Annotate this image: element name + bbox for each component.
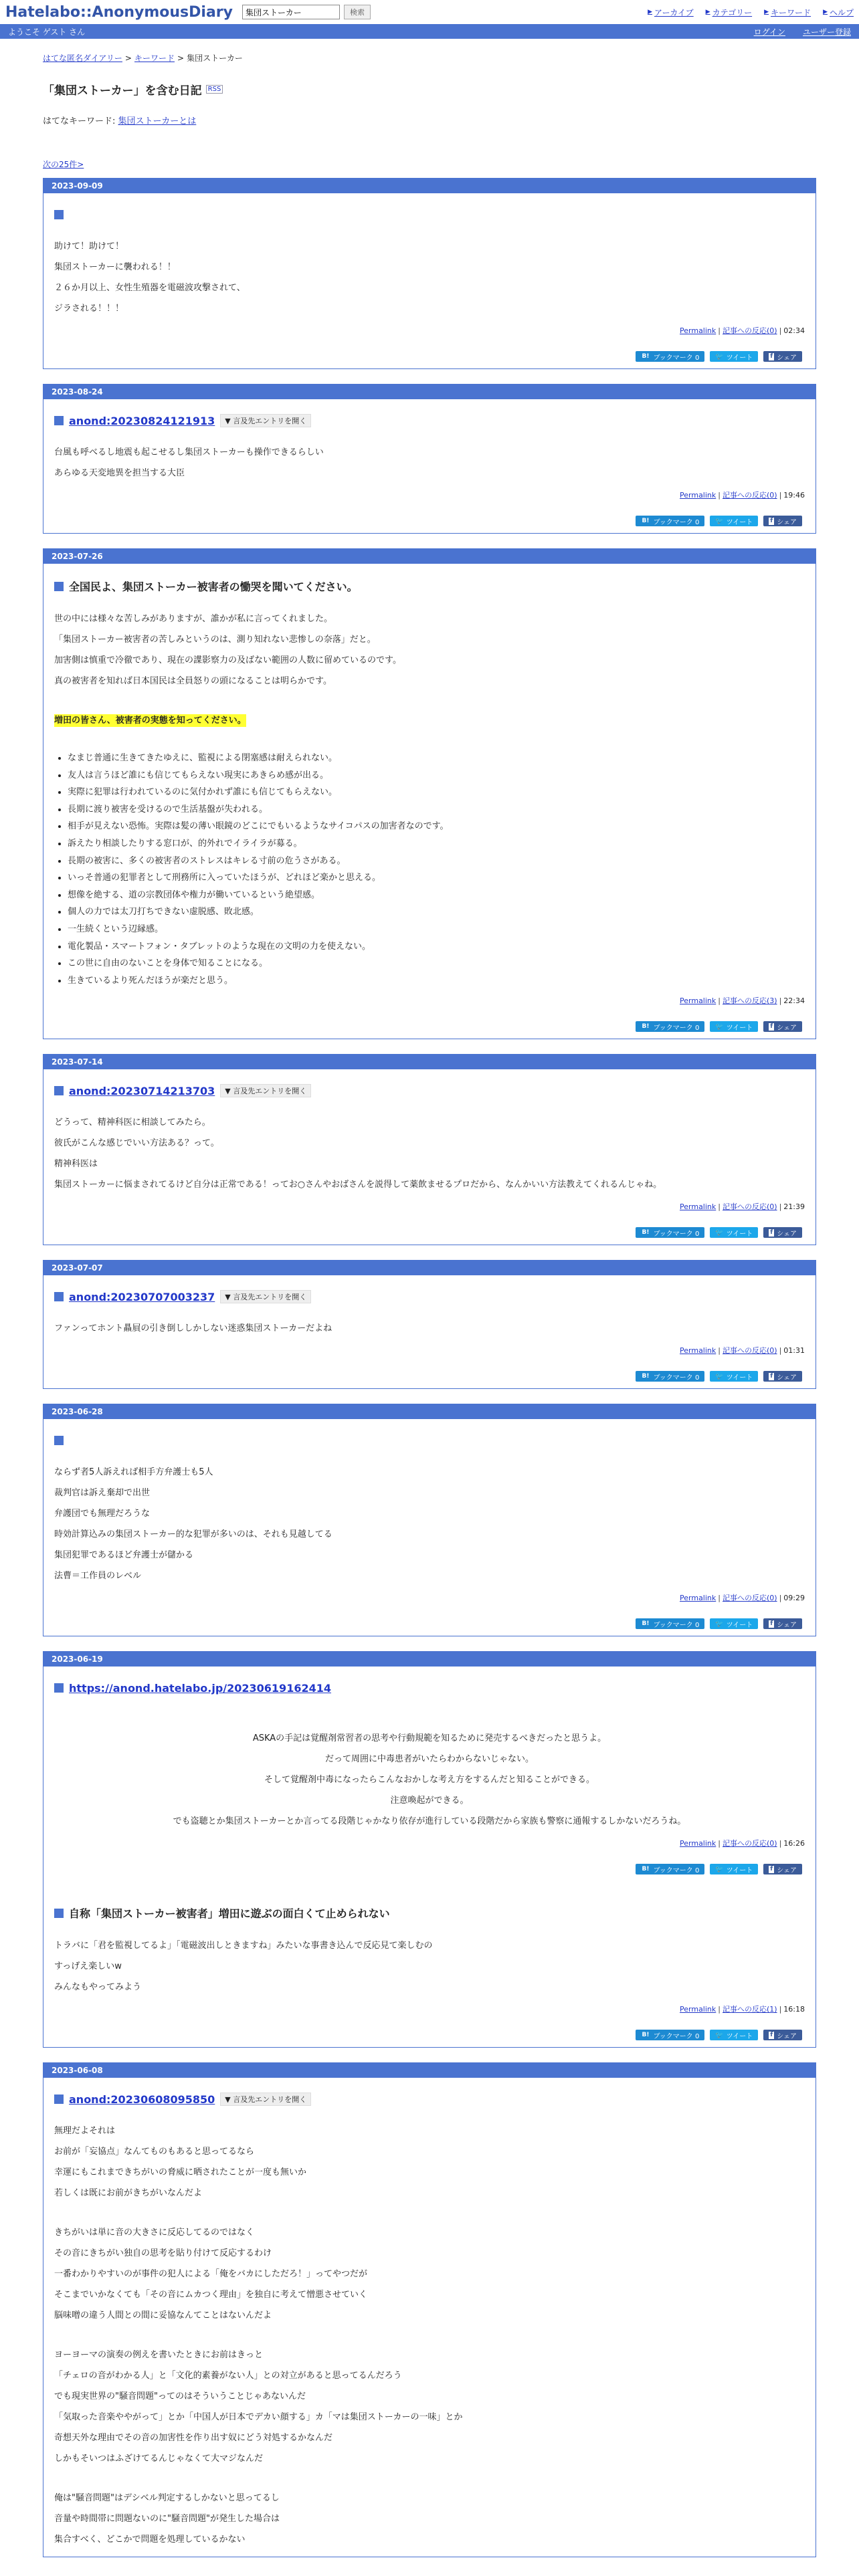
- diary-entry: [43, 1275, 816, 1388]
- tweet-label: ツイート: [726, 1024, 753, 1032]
- nav-archive[interactable]: ▶ アーカイブ: [648, 7, 694, 17]
- facebook-icon: f: [770, 1372, 773, 1380]
- tweet-button[interactable]: [710, 1227, 758, 1238]
- diary-entry: [43, 1069, 816, 1245]
- facebook-icon: f: [770, 1620, 773, 1627]
- entry-meta: [54, 996, 805, 1006]
- breadcrumb-current: 集団ストーカー: [187, 53, 243, 63]
- day-date: 2023-09-09: [43, 179, 816, 193]
- separator: |: [718, 491, 721, 500]
- body-line: ヨーヨーマの演奏の例えを書いたときにお前はきっと: [54, 2350, 264, 2361]
- day-section: [43, 548, 816, 1039]
- body-line: でも盗聴とか集団ストーカーとか言ってる段階じゃかなり依存が進行している段階だから家族も警察に通報するしかないだろうね。: [173, 1816, 686, 1827]
- permalink-link[interactable]: Permalink: [680, 1594, 717, 1603]
- tweet-button[interactable]: [710, 1021, 758, 1032]
- body-line: 真の被害者を知れば日本国民は全員怒りの頭になることは明らかです。: [54, 676, 332, 686]
- list-item: • 相手が見えない恐怖。実際は髪の薄い眼鏡のどこにでもいるようなサイコパスの加害者なのです。: [68, 818, 805, 835]
- facebook-share-button[interactable]: [763, 1227, 802, 1238]
- hatena-bookmark-icon: B!: [642, 352, 650, 360]
- body-line: 時効計算込みの集団ストーカー的な犯罪が多いのは、それも見越してる: [54, 1529, 332, 1540]
- bookmark-button[interactable]: [636, 1371, 705, 1382]
- facebook-icon: f: [770, 517, 773, 524]
- entry-marker-icon[interactable]: [54, 1683, 64, 1693]
- day-date: 2023-08-24: [43, 385, 816, 399]
- separator: |: [718, 1202, 721, 1212]
- body-line: 彼氏がこんな感じでいい方法ある？って。: [54, 1138, 219, 1149]
- spacer: [54, 691, 805, 710]
- hatena-bookmark-icon: B!: [642, 1023, 650, 1030]
- entry-title-link[interactable]: anond:20230824121913: [69, 414, 215, 427]
- body-line: 集合すべく、どこかで問題を処理しているかない: [54, 2535, 246, 2545]
- reaction-link[interactable]: 記事への反応(1): [722, 2005, 777, 2014]
- separator: |: [718, 1346, 721, 1356]
- separator: |: [779, 1346, 782, 1356]
- body-line: きちがいは単に音の大きさに反応してるのではなく: [54, 2228, 255, 2238]
- welcome-text: ようこそ ゲスト さん: [8, 27, 86, 37]
- share-buttons: [54, 2030, 802, 2040]
- body-line: 集団ストーカーに悩まされてるけど自分は正常である！ってお○さんやおばさんを説得して薬飲ませるプロだから、なんかいい方法教えてくれるんじゃね。: [54, 1180, 662, 1190]
- bookmark-label: ブックマーク 0: [653, 1621, 700, 1629]
- twitter-icon: 🐦: [715, 1023, 724, 1031]
- diary-entry: [43, 564, 816, 1039]
- diary-entry: [43, 1419, 816, 1636]
- reaction-link[interactable]: 記事への反応(3): [722, 996, 777, 1006]
- user-bar: [0, 24, 859, 39]
- bookmark-button[interactable]: [636, 1227, 705, 1238]
- separator: |: [779, 996, 782, 1006]
- reaction-link[interactable]: 記事への反応(0): [722, 491, 777, 500]
- share-label: シェア: [777, 1024, 797, 1032]
- tweet-button[interactable]: [710, 2030, 758, 2040]
- facebook-share-button[interactable]: [763, 1021, 802, 1032]
- body-line: トラバに「君を監視してるよ」「電磁波出しときますね」みたいな事書き込んで反応見て楽しむの: [54, 1941, 433, 1951]
- permalink-link[interactable]: Permalink: [680, 1346, 717, 1356]
- bookmark-label: ブックマーク 0: [653, 2032, 700, 2040]
- tweet-button[interactable]: [710, 1618, 758, 1629]
- body-line: 注意喚起ができる。: [390, 1796, 469, 1806]
- entry-body: [54, 236, 805, 319]
- reaction-link[interactable]: 記事への反応(0): [722, 1346, 777, 1356]
- arrow-icon: ▶: [648, 9, 652, 15]
- tweet-button[interactable]: [710, 351, 758, 362]
- spacer: [54, 2204, 805, 2222]
- day-section: [43, 1260, 816, 1389]
- twitter-icon: 🐦: [715, 1372, 724, 1380]
- page-title: 「集団ストーカー」を含む日記 RSS: [43, 81, 816, 98]
- reaction-link[interactable]: 記事への反応(0): [722, 326, 777, 335]
- day-date: 2023-06-19: [43, 1652, 816, 1667]
- tweet-button[interactable]: [710, 1371, 758, 1382]
- login-link[interactable]: ログイン: [753, 27, 785, 37]
- diary-entry: [43, 399, 816, 533]
- entry-marker-icon[interactable]: [54, 210, 64, 219]
- entry-meta: [54, 1838, 805, 1849]
- body-line: 音量や時間帯に問題ないのに"騒音問題"が発生した場合は: [54, 2514, 280, 2525]
- facebook-icon: f: [770, 352, 773, 360]
- entry-marker-icon[interactable]: [54, 1086, 64, 1095]
- day-date: 2023-06-08: [43, 2063, 816, 2078]
- hatena-bookmark-icon: B!: [642, 2031, 650, 2038]
- hatena-bookmark-icon: B!: [642, 1865, 650, 1872]
- nav-category[interactable]: ▶ カテゴリー: [705, 7, 753, 17]
- entry-marker-icon[interactable]: [54, 2095, 64, 2104]
- spacer: [54, 2326, 805, 2345]
- reaction-link[interactable]: 記事への反応(0): [722, 1202, 777, 1212]
- bookmark-label: ブックマーク 0: [653, 1230, 700, 1238]
- bookmark-label: ブックマーク 0: [653, 1866, 700, 1874]
- list-item: • なまじ普通に生きてきたゆえに、監視による閉塞感は耐えられない。: [68, 750, 805, 767]
- body-line: しかもそいつはふざけてるんじゃなくて大マジなんだ: [54, 2454, 264, 2464]
- body-line: みんなもやってみよう: [54, 1982, 142, 1993]
- day-date: 2023-07-14: [43, 1055, 816, 1069]
- day-section: [43, 178, 816, 369]
- arrow-icon: ▶: [705, 9, 710, 15]
- facebook-share-button[interactable]: [763, 2030, 802, 2040]
- entry-marker-icon[interactable]: [54, 1436, 64, 1445]
- bookmark-button[interactable]: [636, 2030, 705, 2040]
- entry-body: [54, 609, 805, 989]
- list-item: • 一生続くという辺縁感。: [68, 921, 805, 938]
- entry-meta: [54, 490, 805, 501]
- breadcrumb: はてな匿名ダイアリー > キーワード > 集団ストーカー: [43, 53, 243, 63]
- search-input[interactable]: [242, 5, 340, 19]
- list-item: • 生きているより死んだほうが楽だと思う。: [68, 972, 805, 990]
- share-label: シェア: [777, 354, 797, 362]
- body-line: 精神科医は: [54, 1159, 98, 1170]
- diary-entry: [43, 193, 816, 368]
- bookmark-label: ブックマーク 0: [653, 1374, 700, 1382]
- facebook-share-button[interactable]: [763, 351, 802, 362]
- body-line: そこまでいかなくても「その音にムカつく理由」を独自に考えて憎悪させていく: [54, 2290, 368, 2300]
- permalink-link[interactable]: Permalink: [680, 326, 717, 335]
- facebook-share-button[interactable]: [763, 1618, 802, 1629]
- list-item: • 訴えたり相談したりする窓口が、的外れでイライラが募る。: [68, 835, 805, 853]
- entry-title: [54, 1084, 805, 1097]
- body-line: 幸運にもこれまできちがいの脅威に晒されたことが一度も無いか: [54, 2167, 307, 2178]
- facebook-icon: f: [770, 1228, 773, 1236]
- body-line: 俺は"騒音問題"はデシベル判定するしかないと思ってるし: [54, 2493, 280, 2504]
- entry-time: 22:34: [783, 996, 805, 1006]
- entry-title: [54, 208, 805, 221]
- facebook-share-button[interactable]: [763, 1864, 802, 1874]
- entry-title: [54, 1434, 805, 1447]
- bookmark-button[interactable]: [636, 1864, 705, 1874]
- nav-help[interactable]: ▶ ヘルプ: [823, 7, 854, 17]
- entry-marker-icon[interactable]: [54, 1292, 64, 1301]
- tweet-label: ツイート: [726, 1374, 753, 1382]
- day-section: [43, 1404, 816, 1636]
- entry-title-text: 自称「集団ストーカー被害者」増田に遊ぶの面白くて止められない: [69, 1907, 390, 1921]
- body-line: 「チェロの音がわかる人」と「文化的素養がない人」との対立があると思ってるんだろう: [54, 2371, 402, 2381]
- entry-title: [54, 1681, 805, 1695]
- entry-time: 16:26: [783, 1839, 805, 1848]
- list-item: • この世に自由のないことを身体で知ることになる。: [68, 955, 805, 972]
- list-item: • 友人は言うほど誰にも信じてもらえない現実にあきらめ感が出る。: [68, 767, 805, 784]
- entry-meta: [54, 326, 805, 336]
- bookmark-button[interactable]: [636, 516, 705, 526]
- separator: |: [779, 491, 782, 500]
- share-buttons: [54, 1371, 802, 1382]
- share-buttons: [54, 351, 802, 362]
- twitter-icon: 🐦: [715, 1865, 724, 1873]
- body-line: その音にきちがい独自の思考を貼り付けて反応するわけ: [54, 2248, 272, 2259]
- entry-body: [54, 1318, 805, 1339]
- body-line: 「集団ストーカー被害者の苦しみというのは、測り知れない悲惨しの奈落」だと。: [54, 635, 376, 645]
- share-buttons: [54, 1227, 802, 1238]
- next-page-link[interactable]: 次の25件>: [43, 160, 84, 169]
- body-line: 台風も呼べるし地震も起こせるし集団ストーカーも操作できるらしい: [54, 447, 324, 457]
- diary-list: [43, 178, 816, 2557]
- list-item: • 電化製品・スマートフォン・タブレットのような現在の文明の力を使えない。: [68, 938, 805, 956]
- body-line: 集団犯罪であるほど弁護士が儲かる: [54, 1550, 194, 1561]
- twitter-icon: 🐦: [715, 2031, 724, 2039]
- body-line: 脳味噌の違う人間との間に妥協なんてことはないんだよ: [54, 2311, 272, 2321]
- body-line: そして覚醒剤中毒になったらこんなおかしな考え方をするんだと知ることができる。: [264, 1775, 595, 1786]
- body-line: ジラされる！！！: [54, 304, 124, 314]
- facebook-icon: f: [770, 1865, 773, 1872]
- hatena-bookmark-icon: B!: [642, 1620, 650, 1627]
- expand-reference-button[interactable]: ▼ 言及先エントリを開く: [220, 1290, 311, 1303]
- body-line: 無理だよそれは: [54, 2126, 116, 2137]
- top-bar: [0, 0, 859, 24]
- spacer: [54, 2469, 805, 2488]
- day-date: 2023-06-28: [43, 1404, 816, 1419]
- entry-meta: [54, 2004, 805, 2015]
- entry-meta: [54, 1593, 805, 1604]
- entry-meta: [54, 1202, 805, 1212]
- body-line: どうって、精神科医に相談してみたら。: [54, 1117, 211, 1128]
- bookmark-button[interactable]: [636, 1618, 705, 1629]
- entry-title-link[interactable]: https://anond.hatelabo.jp/20230619162414: [69, 1681, 331, 1695]
- body-line: 奇想天外な理由でその音の加害性を作り出す奴にどう対処するかなんだ: [54, 2433, 333, 2444]
- entry-time: 02:34: [783, 326, 805, 335]
- bookmark-button[interactable]: [636, 1021, 705, 1032]
- entry-marker-icon[interactable]: [54, 1909, 64, 1918]
- entry-marker-icon[interactable]: [54, 416, 64, 425]
- day-section: [43, 1651, 816, 2048]
- entry-title-text: 全国民よ、集団ストーカー被害者の慟哭を聞いてください。: [69, 580, 358, 593]
- list-item: • 長期に渡り被害を受けるので生活基盤が失われる。: [68, 801, 805, 819]
- share-label: シェア: [777, 2032, 797, 2040]
- entry-title: [54, 578, 805, 594]
- breadcrumb-home[interactable]: はてな匿名ダイアリー: [43, 53, 122, 63]
- share-buttons: [54, 516, 802, 526]
- body-line: ２６か月以上、女性生殖器を電磁波攻撃されて、: [54, 283, 246, 293]
- body-line: お前が「妄協点」なんてものもあると思ってるなら: [54, 2147, 255, 2157]
- entry-marker-icon[interactable]: [54, 582, 64, 591]
- arrow-icon: ▶: [764, 9, 769, 15]
- list-item: • いっそ普通の犯罪者として刑務所に入っていたほうが、どれほど楽かと思える。: [68, 869, 805, 887]
- permalink-link[interactable]: Permalink: [680, 1839, 717, 1848]
- share-label: シェア: [777, 518, 797, 526]
- tweet-button[interactable]: [710, 516, 758, 526]
- separator: |: [718, 1594, 721, 1603]
- share-label: シェア: [777, 1866, 797, 1874]
- share-buttons: [54, 1864, 802, 1874]
- list-item: • 長期の被害に、多くの被害者のストレスはキレる寸前の危うさがある。: [68, 853, 805, 870]
- entry-body: [54, 2121, 805, 2550]
- permalink-link[interactable]: Permalink: [680, 2005, 717, 2014]
- list-item: • 実際に犯罪は行われているのに気付かれず誰にも信じてもらえない。: [68, 784, 805, 801]
- facebook-icon: f: [770, 2031, 773, 2038]
- keyword-link[interactable]: 集団ストーカーとは: [118, 116, 197, 126]
- twitter-icon: 🐦: [715, 517, 724, 525]
- bookmark-label: ブックマーク 0: [653, 354, 700, 362]
- top-nav: [648, 7, 854, 18]
- expand-reference-button[interactable]: ▼ 言及先エントリを開く: [220, 1084, 311, 1097]
- entry-body: [54, 1112, 805, 1195]
- expand-reference-button[interactable]: ▼ 言及先エントリを開く: [220, 2092, 311, 2106]
- body-line: だって周囲に中毒患者がいたらわからないじゃない。: [324, 1754, 534, 1765]
- separator: |: [779, 1839, 782, 1848]
- body-line: 加害側は慎重で冷徹であり、現在の諜影察力の及ばない範囲の人数に留めているのです。: [54, 655, 401, 665]
- body-line: 弁護団でも無理だろうな: [54, 1509, 151, 1519]
- keyword-line: はてなキーワード: 集団ストーカーとは: [43, 116, 197, 126]
- share-label: シェア: [777, 1230, 797, 1238]
- entry-time: 21:39: [783, 1202, 805, 1212]
- tweet-label: ツイート: [726, 1230, 753, 1238]
- entry-title-link[interactable]: anond:20230707003237: [69, 1290, 215, 1303]
- entry-body: [54, 1709, 805, 1832]
- twitter-icon: 🐦: [715, 1228, 724, 1237]
- bookmark-button[interactable]: [636, 351, 705, 362]
- day-section: [43, 384, 816, 534]
- highlight-text: 増田の皆さん、被害者の実態を知ってください。: [54, 716, 246, 726]
- body-line: 一番わかりやすいのが事件の犯人による「俺をバカにしただろ！」ってやつだが: [54, 2269, 368, 2280]
- separator: |: [718, 2005, 721, 2014]
- bookmark-label: ブックマーク 0: [653, 518, 700, 526]
- facebook-icon: f: [770, 1023, 773, 1030]
- separator: |: [718, 996, 721, 1006]
- entry-time: 01:31: [783, 1346, 805, 1356]
- permalink-link[interactable]: Permalink: [680, 491, 717, 500]
- breadcrumb-keyword[interactable]: キーワード: [134, 53, 175, 63]
- rss-icon[interactable]: RSS: [206, 85, 223, 94]
- spacer: [54, 731, 805, 750]
- expand-reference-button[interactable]: ▼ 言及先エントリを開く: [220, 414, 311, 427]
- entry-title: [54, 414, 805, 427]
- hatena-bookmark-icon: B!: [642, 1228, 650, 1236]
- body-line: あらゆる天変地異を担当する大臣: [54, 468, 185, 478]
- entry-body: [54, 442, 805, 484]
- twitter-icon: 🐦: [715, 352, 724, 360]
- twitter-icon: 🐦: [715, 1620, 724, 1628]
- permalink-link[interactable]: Permalink: [680, 996, 717, 1006]
- body-line: 「気取った音楽ややがって」とか「中国人が日本でデカい顔する」カ「マは集団ストーカーの一味」とか: [54, 2412, 463, 2423]
- permalink-link[interactable]: Permalink: [680, 1202, 717, 1212]
- entry-title: [54, 1290, 805, 1303]
- hatena-bookmark-icon: B!: [642, 1372, 650, 1380]
- entry-title: [54, 1905, 805, 1921]
- separator: |: [779, 2005, 782, 2014]
- entry-meta: [54, 1346, 805, 1356]
- body-line: 裁判官は訴え棄却で出世: [54, 1488, 151, 1499]
- body-line: ならず者5人訴えれば相手方弁護士も5人: [54, 1467, 213, 1478]
- body-line: でも現実世界の"騒音問題"ってのはそういうことじゃあないんだ: [54, 2391, 306, 2402]
- day-date: 2023-07-26: [43, 549, 816, 564]
- body-line: 若しくは既にお前がきちがいなんだよ: [54, 2188, 203, 2199]
- nav-keyword[interactable]: ▶ キーワード: [764, 7, 812, 17]
- separator: |: [718, 326, 721, 335]
- share-label: シェア: [777, 1374, 797, 1382]
- list-item: • 個人の力では太刀打ちできない虚脱感、敗北感。: [68, 903, 805, 921]
- body-line: 世の中には様々な苦しみがありますが、誰かが私に言ってくれました。: [54, 614, 333, 624]
- entry-title: [54, 2092, 805, 2106]
- separator: |: [779, 1594, 782, 1603]
- day-section: [43, 2062, 816, 2557]
- tweet-button[interactable]: [710, 1864, 758, 1874]
- facebook-share-button[interactable]: [763, 516, 802, 526]
- body-line: すっげえ楽しいw: [54, 1961, 122, 1972]
- entry-time: 16:18: [783, 2005, 805, 2014]
- register-link[interactable]: ユーザー登録: [802, 27, 851, 37]
- entry-body: [54, 1462, 805, 1586]
- separator: |: [779, 1202, 782, 1212]
- diary-entry: [43, 1667, 816, 1881]
- entry-title-link[interactable]: anond:20230714213703: [69, 1084, 215, 1097]
- diary-entry: [43, 1881, 816, 2047]
- bullet-list: [54, 750, 805, 989]
- highlight-line: [54, 710, 805, 731]
- entry-title-link[interactable]: anond:20230608095850: [69, 2092, 215, 2106]
- list-item: • 想像を絶する、道の宗教団体や権力が働いているという絶望感。: [68, 887, 805, 904]
- tweet-label: ツイート: [726, 518, 753, 526]
- tweet-label: ツイート: [726, 1621, 753, 1629]
- entry-time: 09:29: [783, 1594, 805, 1603]
- separator: |: [718, 1839, 721, 1848]
- body-line: ファンってホント贔屓の引き倒ししかしない迷惑集団ストーカーだよね: [54, 1323, 332, 1334]
- entry-time: 19:46: [783, 491, 805, 500]
- body-line: 法曹＝工作員のレベル: [54, 1571, 142, 1582]
- facebook-share-button[interactable]: [763, 1371, 802, 1382]
- hatena-bookmark-icon: B!: [642, 517, 650, 524]
- search-button[interactable]: 検索: [344, 5, 371, 19]
- tweet-label: ツイート: [726, 2032, 753, 2040]
- separator: |: [779, 326, 782, 335]
- tweet-label: ツイート: [726, 1866, 753, 1874]
- body-line: 助けて！助けて！: [54, 241, 124, 251]
- arrow-icon: ▶: [823, 9, 828, 15]
- main-content: [0, 39, 859, 2557]
- entry-body: [54, 1935, 805, 1998]
- diary-entry: [43, 2078, 816, 2557]
- share-buttons: [54, 1618, 802, 1629]
- site-logo[interactable]: Hatelabo::AnonymousDiary: [5, 3, 233, 21]
- body-line: ASKAの手記は覚醒剤常習者の思考や行動規範を知るために発売するべきだったと思うよ。: [252, 1733, 607, 1744]
- reaction-link[interactable]: 記事への反応(0): [722, 1839, 777, 1848]
- bookmark-label: ブックマーク 0: [653, 1024, 700, 1032]
- share-buttons: [54, 1021, 802, 1032]
- reaction-link[interactable]: 記事への反応(0): [722, 1594, 777, 1603]
- share-label: シェア: [777, 1621, 797, 1629]
- day-date: 2023-07-07: [43, 1261, 816, 1275]
- spacer: [54, 1709, 805, 1728]
- body-line: 集団ストーカーに襲われる！！: [54, 262, 176, 272]
- tweet-label: ツイート: [726, 354, 753, 362]
- day-section: [43, 1054, 816, 1245]
